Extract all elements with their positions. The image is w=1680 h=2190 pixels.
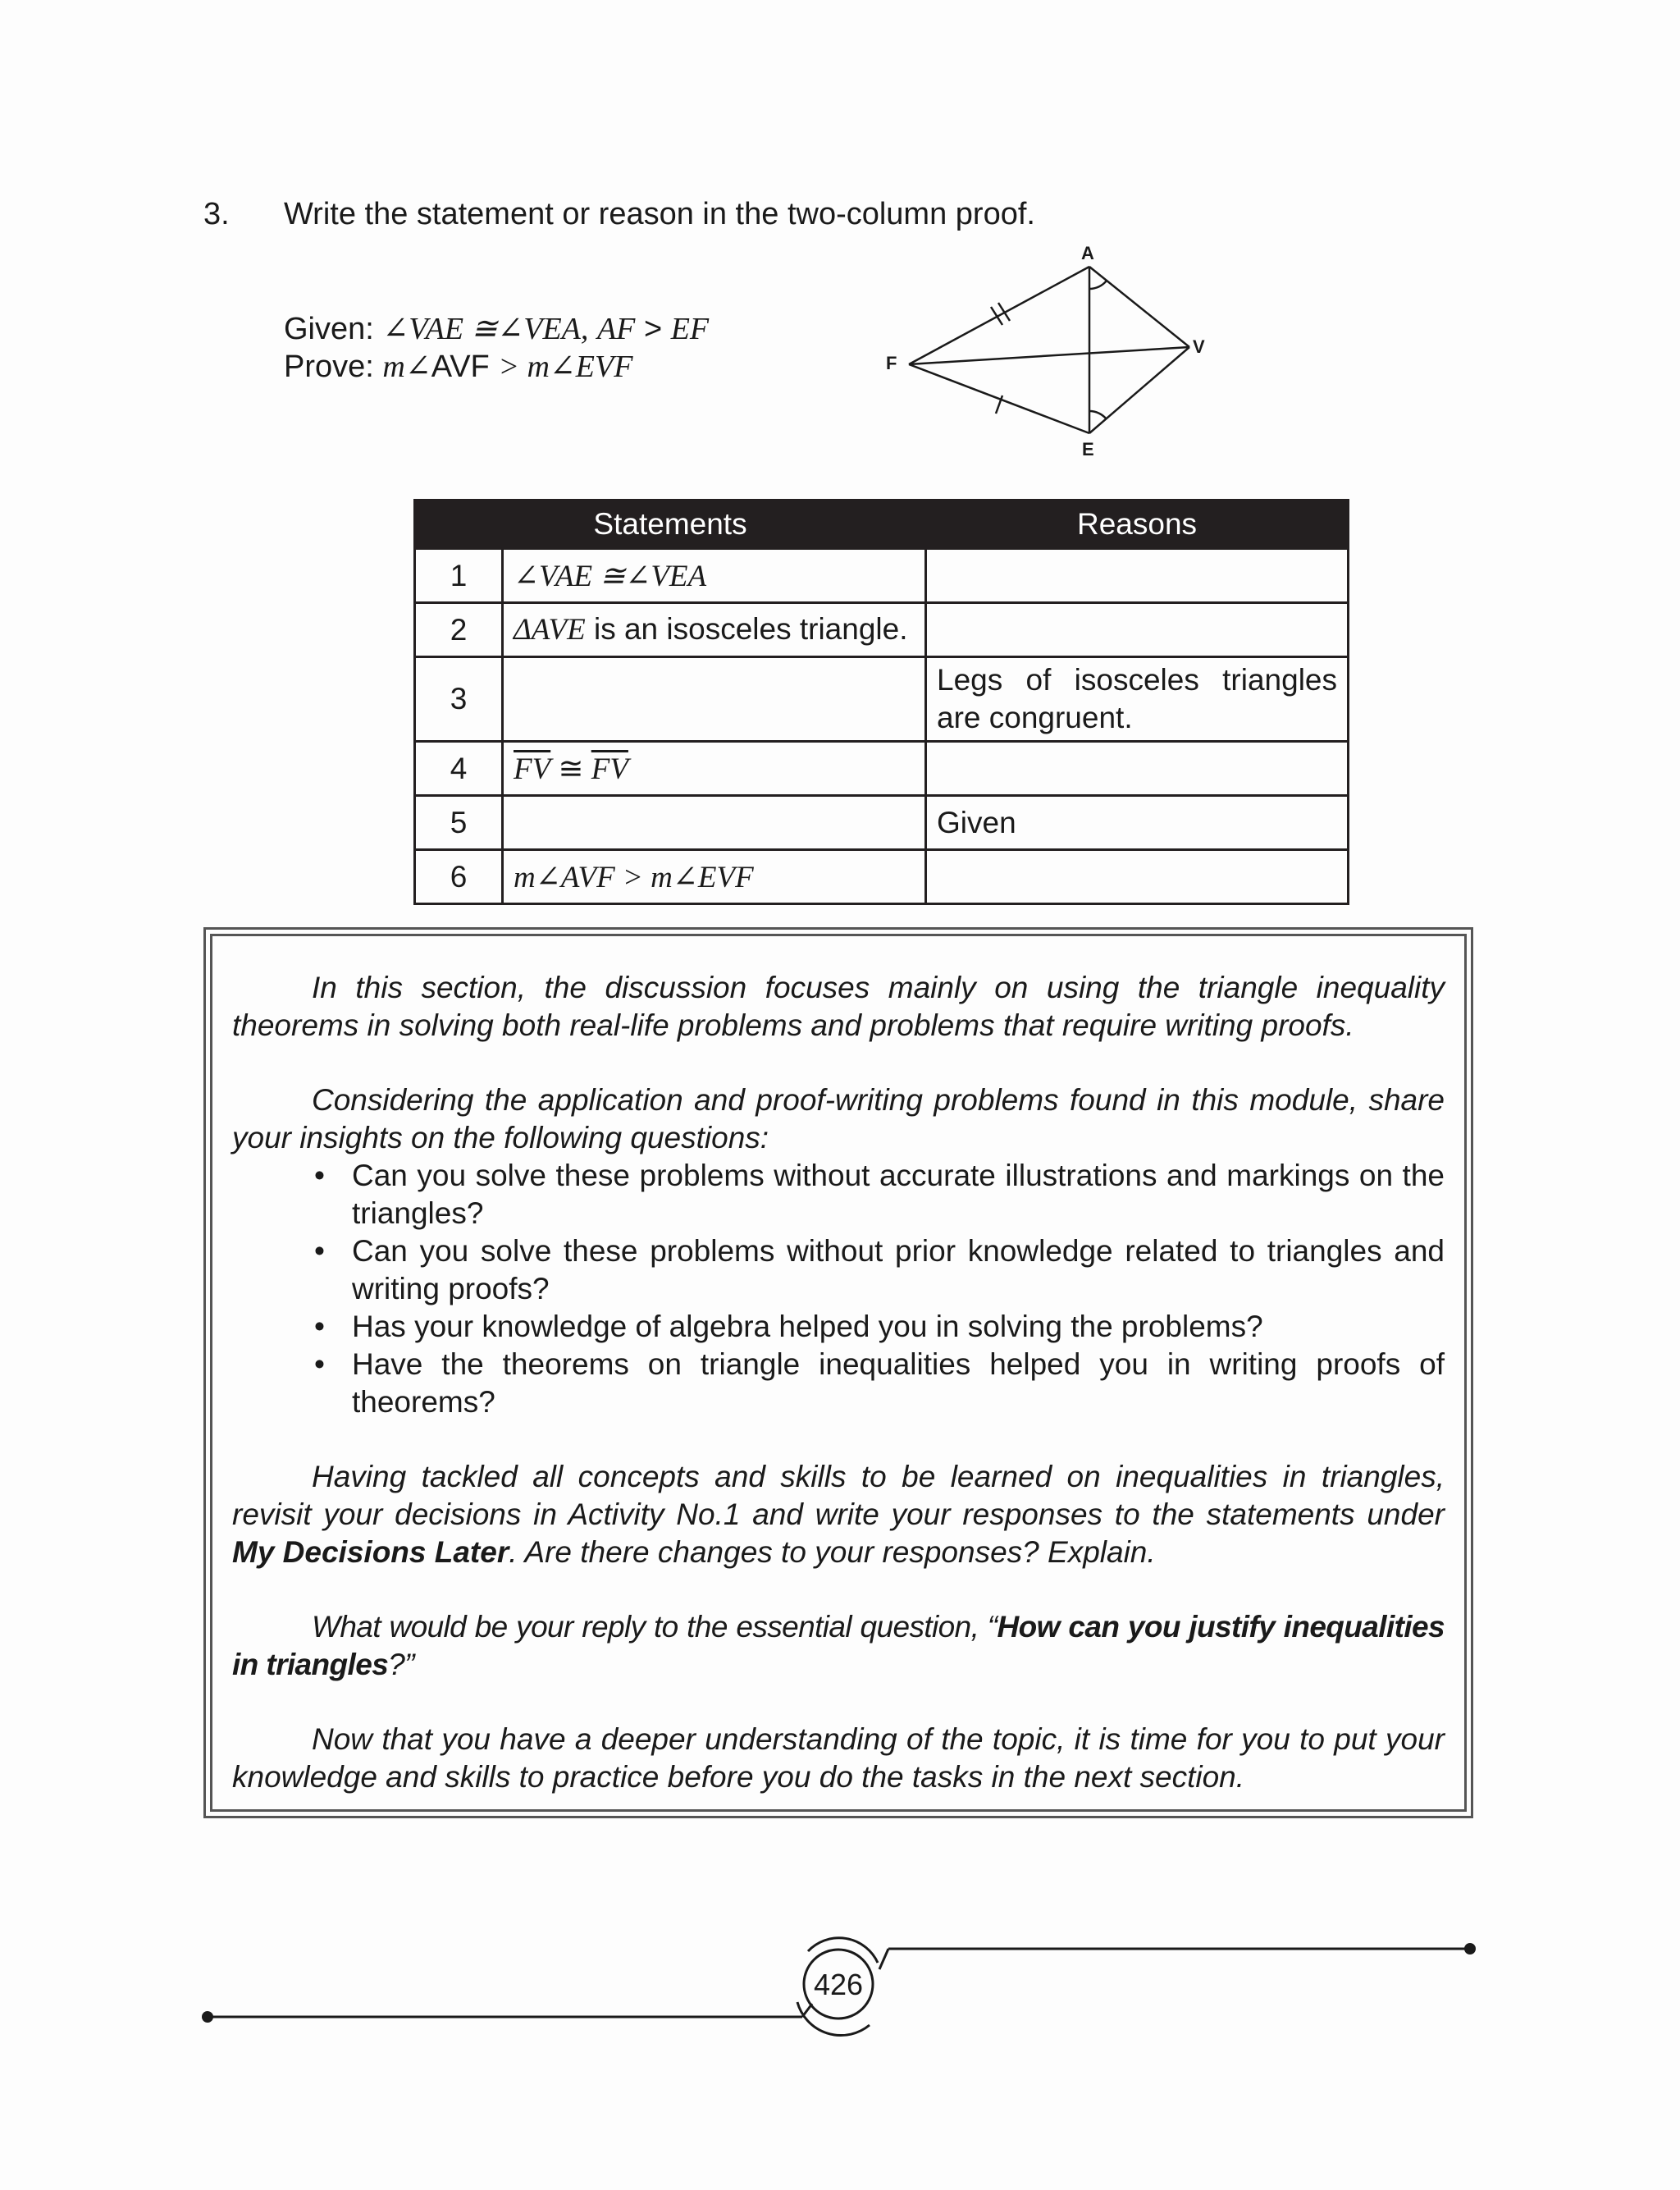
reflection-paragraph-1: In this section, the discussion focuses mainly on using the triangle inequality theorems in solving both real-life problems and problems that require writing proofs. [232,971,1445,1042]
reason-cell[interactable] [926,742,1349,796]
given-label: Given: [284,312,374,346]
vertex-label-f: F [886,353,897,373]
footer-line-right-bend [879,1949,888,1969]
statements-header: Statements [415,501,926,549]
proof-row [415,796,1349,850]
proof-header-row [415,501,1349,549]
prove-statement [284,348,632,385]
given-segment-af: AF [596,312,636,346]
question-item: • Have the theorems on triangle inequalities helped you in writing proofs of theorems? [314,1346,1445,1421]
statement-text: is an isosceles triangle. [585,612,908,646]
p4-text: What would be your reply to the essential question, “ [312,1610,998,1644]
proof-row [415,850,1349,904]
given-greater-than: > [643,312,663,346]
proof-row [415,742,1349,796]
footer-dot-right [1464,1943,1476,1955]
vertex-label-a: A [1081,243,1094,263]
statement-cell[interactable] [503,657,926,742]
step-number: 2 [415,603,503,657]
prove-angle-avf: AVF [431,350,490,384]
given-angles: ∠VAE ≅∠VEA, [382,312,589,346]
proof-row [415,657,1349,742]
question-item: • Can you solve these problems without accurate illustrations and markings on the triangles? [314,1157,1445,1232]
reasons-header: Reasons [926,501,1349,549]
given-segment-ef: EF [670,312,710,346]
segment-av [1089,267,1189,347]
proof-row [415,603,1349,657]
p4-text-end: ?” [388,1648,414,1681]
reflection-paragraph-4 [232,1608,1445,1684]
angle-arc-vae [1089,281,1107,289]
tick-mark-fa-1 [991,307,1002,325]
page-number: 426 [813,1968,864,2001]
problem-instruction: Write the statement or reason in the two-column proof. [284,197,1035,231]
statement-cell[interactable]: ∠VAE ≅∠VEA [503,549,926,603]
prove-rest: > m∠EVF [498,350,633,384]
reason-cell[interactable]: Given [926,796,1349,850]
question-item: • Has your knowledge of algebra helped you in solving the problems? [314,1308,1445,1346]
my-decisions-later: My Decisions Later [232,1535,509,1569]
problem-number: 3. [203,197,230,231]
step-number: 6 [415,850,503,904]
step-number: 1 [415,549,503,603]
reflection-paragraph-2: Considering the application and proof-writing problems found in this module, share your insights on the following questions: [232,1083,1445,1154]
footer-dot-left [202,2011,213,2023]
prove-label: Prove: [284,350,374,384]
essential-question: How can you justify inequalities in triangles [232,1610,1445,1681]
reflection-paragraph-5: Now that you have a deeper understanding of the topic, it is time for you to put your knowledge and skills to practice before you do the tasks in the next section. [232,1722,1445,1794]
reason-cell[interactable] [926,549,1349,603]
p3-text: Having tackled all concepts and skills to be learned on inequalities in triangles, revisit your decisions in Activity No.1 and write your responses to the statements under [232,1460,1445,1531]
given-statement [284,310,709,347]
reflection-paragraph-3 [232,1458,1445,1571]
question-item: • Can you solve these problems without prior knowledge related to triangles and writing proofs? [314,1232,1445,1308]
question-list [232,1157,1445,1421]
diagonal-fv [909,347,1189,364]
proof-table [413,499,1349,905]
vertex-label-v: V [1193,336,1205,357]
statement-cell[interactable] [503,742,926,796]
statement-cell[interactable] [503,603,926,657]
statement-triangle: ΔAVE [514,613,586,647]
step-number: 4 [415,742,503,796]
reflection-content [210,934,1467,1812]
reason-cell[interactable] [926,850,1349,904]
statement-cell[interactable] [503,796,926,850]
segment-ef [909,364,1089,433]
p3-text-end: . Are there changes to your responses? Explain. [509,1535,1156,1569]
step-number: 3 [415,657,503,742]
congruent-sign: ≅ [550,752,591,786]
reason-cell[interactable]: Legs of isosceles triangles are congruent. [926,657,1349,742]
reason-cell[interactable] [926,603,1349,657]
segment-fv: $\overline{FV}$ [514,752,551,786]
quadrilateral-figure [870,238,1222,468]
segment-fv: $\overline{FV}$ [591,752,628,786]
proof-row [415,549,1349,603]
reflection-box [203,927,1473,1818]
segment-fa [909,267,1089,364]
vertex-label-e: E [1082,439,1094,459]
prove-measure: m∠ [382,350,431,384]
statement-cell[interactable]: m∠AVF > m∠EVF [503,850,926,904]
step-number: 5 [415,796,503,850]
segment-ve [1089,347,1189,433]
angle-arc-vea [1089,411,1107,419]
